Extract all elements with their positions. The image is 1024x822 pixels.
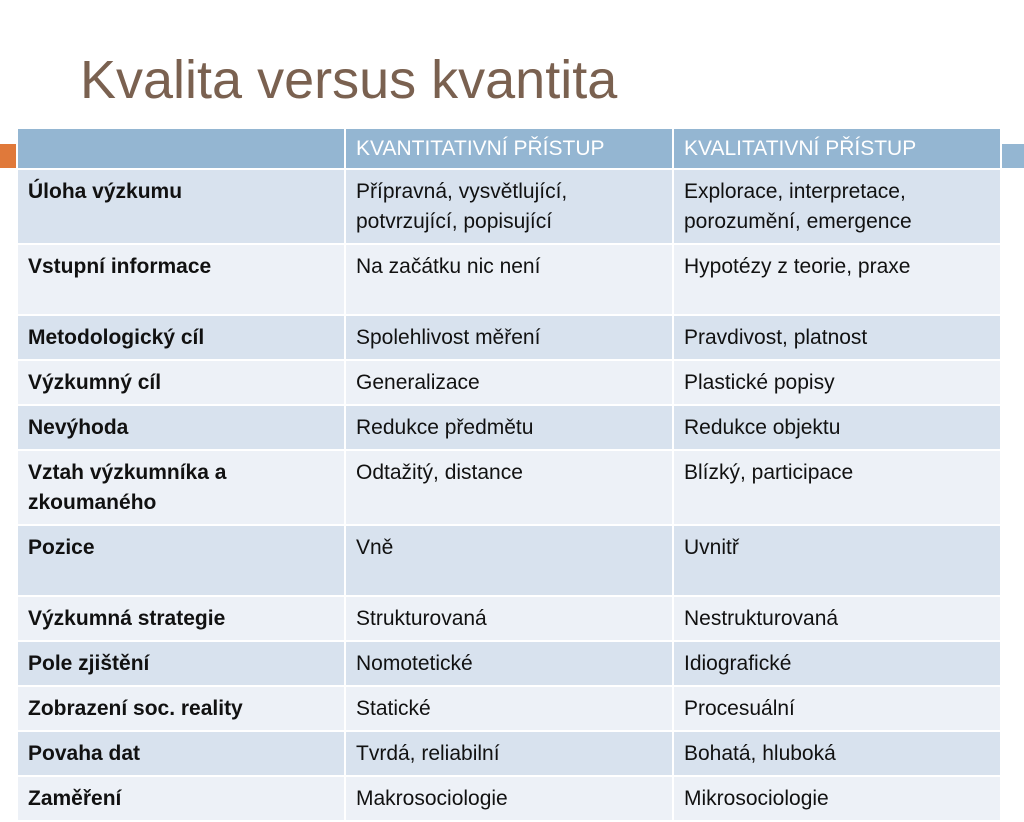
row-label-cell: Metodologický cíl [17, 315, 345, 360]
header-cell-empty [17, 128, 345, 169]
table-row [17, 315, 1001, 360]
table-row [17, 360, 1001, 405]
table-row [17, 731, 1001, 776]
table-row [17, 776, 1001, 821]
quantitative-cell: Odtažitý, distance [345, 450, 673, 525]
qualitative-cell: Redukce objektu [673, 405, 1001, 450]
qualitative-cell: Uvnitř [673, 525, 1001, 596]
table-row [17, 405, 1001, 450]
qualitative-cell: Mikrosociologie [673, 776, 1001, 821]
qualitative-cell: Plastické popisy [673, 360, 1001, 405]
table-row [17, 244, 1001, 315]
row-label-cell: Pole zjištění [17, 641, 345, 686]
qualitative-cell: Hypotézy z teorie, praxe [673, 244, 1001, 315]
table-row [17, 525, 1001, 596]
slide-title: Kvalita versus kvantita [80, 50, 618, 110]
header-cell-quantitative: KVANTITATIVNÍ PŘÍSTUP [345, 128, 673, 169]
accent-bar-right [1001, 144, 1024, 168]
table-row [17, 641, 1001, 686]
quantitative-cell: Generalizace [345, 360, 673, 405]
row-label-cell: Vztah výzkumníka a zkoumaného [17, 450, 345, 525]
quantitative-cell: Na začátku nic není [345, 244, 673, 315]
quantitative-cell: Redukce předmětu [345, 405, 673, 450]
header-cell-qualitative: KVALITATIVNÍ PŘÍSTUP [673, 128, 1001, 169]
qualitative-cell: Nestrukturovaná [673, 596, 1001, 641]
table-row [17, 169, 1001, 244]
row-label-cell: Nevýhoda [17, 405, 345, 450]
comparison-table [16, 127, 1002, 822]
table-row [17, 686, 1001, 731]
accent-bar-left [0, 144, 16, 168]
quantitative-cell: Makrosociologie [345, 776, 673, 821]
quantitative-cell: Nomotetické [345, 641, 673, 686]
qualitative-cell: Blízký, participace [673, 450, 1001, 525]
qualitative-cell: Pravdivost, platnost [673, 315, 1001, 360]
table-header-row [17, 128, 1001, 169]
qualitative-cell: Procesuální [673, 686, 1001, 731]
table-row [17, 450, 1001, 525]
quantitative-cell: Přípravná, vysvětlující, potvrzující, popisující [345, 169, 673, 244]
table-row [17, 596, 1001, 641]
quantitative-cell: Spolehlivost měření [345, 315, 673, 360]
row-label-cell: Výzkumný cíl [17, 360, 345, 405]
row-label-cell: Výzkumná strategie [17, 596, 345, 641]
quantitative-cell: Vně [345, 525, 673, 596]
quantitative-cell: Statické [345, 686, 673, 731]
row-label-cell: Zaměření [17, 776, 345, 821]
row-label-cell: Pozice [17, 525, 345, 596]
qualitative-cell: Idiografické [673, 641, 1001, 686]
row-label-cell: Povaha dat [17, 731, 345, 776]
qualitative-cell: Explorace, interpretace, porozumění, emergence [673, 169, 1001, 244]
row-label-cell: Úloha výzkumu [17, 169, 345, 244]
row-label-cell: Zobrazení soc. reality [17, 686, 345, 731]
row-label-cell: Vstupní informace [17, 244, 345, 315]
quantitative-cell: Tvrdá, reliabilní [345, 731, 673, 776]
quantitative-cell: Strukturovaná [345, 596, 673, 641]
table-body [17, 169, 1001, 821]
qualitative-cell: Bohatá, hluboká [673, 731, 1001, 776]
